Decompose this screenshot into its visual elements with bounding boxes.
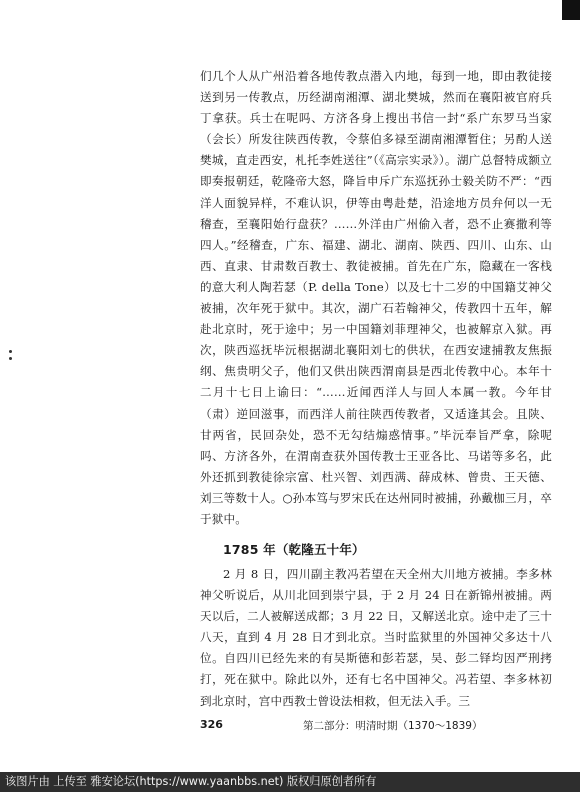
scan-corner-mark bbox=[562, 0, 580, 20]
body-text-block-1785 bbox=[200, 564, 552, 712]
watermark-banner: 该图片由 上传至 雅安论坛(https://www.yaanbbs.net) 版权归原创者所有 bbox=[0, 772, 580, 792]
year-heading: 1785 年（乾隆五十年） bbox=[223, 542, 365, 557]
scan-margin-dot bbox=[9, 350, 12, 353]
paragraph-continued: 们几个人从广州沿着各地传教点潜入内地，每到一地，即由教徒接送到另一传教点，历经湖南湘潭、湖北樊城，然而在襄阳被官府兵丁拿获。兵士在呢吗、方济各身上搜出书信一封“系广东罗马当家（会长）所发往陕西传教，令蔡伯多禄至湖南湘潭暂住；另酌人送樊城，直走西安，札托李姓送往”（《高宗实录》）。湖广总督特成额立即奏报朝廷，乾隆帝大怒，降旨申斥广东巡抚孙士毅关防不严：“西洋人面貌异样，不难认识，伊等由粤赴楚，沿途地方员弁何以一无稽查，至襄阳始行盘获？……外洋由广州偷入者，恐不止赛撒利等四人。”经稽查，广东、福建、湖北、湖南、陕西、四川、山东、山西、直隶、甘肃数百教士、教徒被捕。首先在广东，隐藏在一客栈的意大利人陶若瑟（P. della Tone）以及七十二岁的中国籍艾神父被捕，次年死于狱中。其次，湖广石若翰神父，传教四十五年，解赴北京时，死于途中；另一中国籍刘菲理神父，也被解京入狱。再次，陕西巡抚毕沅根据湖北襄阳刘七的供状，在西安逮捕教友焦振纲、焦贵明父子，他们又供出陕西渭南县是西北传教中心。本年十二月十七日上谕曰：“……近闻西洋人与回人本属一教。今年甘（肃）逆回滋事，而西洋人前往陕西传教者，又适逢其会。且陕、甘两省，民回杂处，恐不无勾结煽惑情事。”毕沅奉旨严拿，除呢吗、方济各外，在渭南查获外国传教士王亚各比、马诺等多名，此外还抓到教徒徐宗富、杜兴智、刘西满、薛成林、曾贵、王天德、刘三等数十人。○孙本笃与罗宋氏在达州同时被捕，孙戴枷三月，卒于狱中。 bbox=[200, 69, 552, 526]
scan-margin-dot bbox=[9, 357, 12, 360]
paragraph-1785: 2 月 8 日，四川副主教冯若望在天全州大川地方被捕。李多林神父听说后，从川北回到崇宁县，于 2 月 24 日在新锦州被捕。两天以后，二人被解送成都；3 月 22 日，又解送北京。途中走了三十八天，直到 4 月 28 日才到北京。当时监狱里的外国神父多达十八位。自四川已经先来的有吴斯德和彭若瑟，吴、彭二铎均因严刑拷打，死在狱中。除此以外，还有七名中国神父。冯若望、李多林初到北京时，宫中西教士曾设法相救，但无法入手。三 bbox=[200, 567, 552, 708]
body-text-block bbox=[200, 66, 552, 530]
page-number: 326 bbox=[200, 718, 223, 731]
running-footer: 第二部分：明清时期（1370～1839） bbox=[303, 720, 483, 732]
